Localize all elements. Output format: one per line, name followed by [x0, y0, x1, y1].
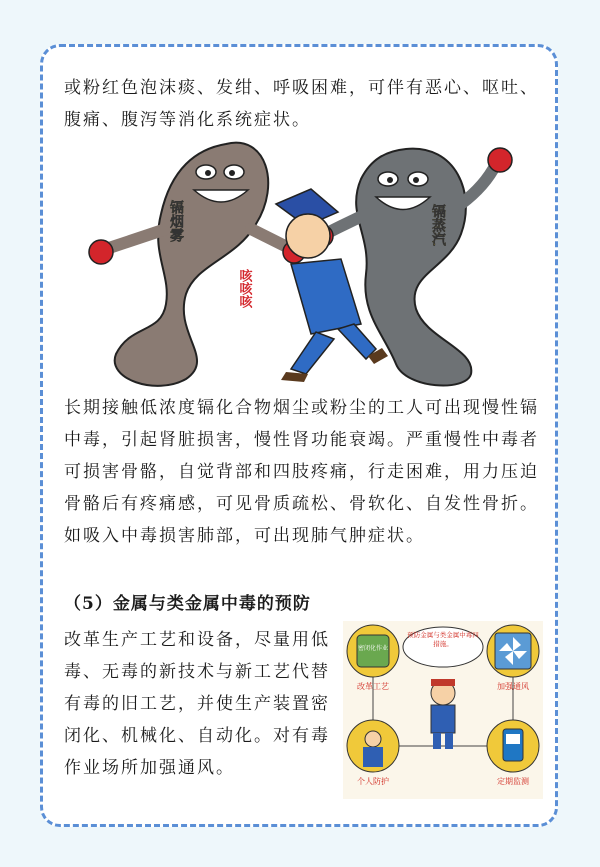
- caption-regular-monitoring: 定期监测: [497, 777, 529, 786]
- speech-bubble: [403, 627, 483, 667]
- cough-text: 咳咳咳: [236, 269, 252, 308]
- paragraph-prevention: 改革生产工艺和设备，尽量用低毒、无毒的新技术与新工艺代替有毒的旧工艺，并使生产装置密闭化、机械化、自动化。对有毒作业场所加强通风。: [64, 630, 330, 778]
- caption-personal-protection: 个人防护: [357, 777, 389, 786]
- caption-reform-process: 改革工艺: [357, 682, 389, 691]
- section-heading-prevention: （5）金属与类金属中毒的预防: [64, 594, 311, 614]
- caption-ventilation: 加强通风: [497, 682, 529, 691]
- bubble-text: 预防金属与类金属中毒四措施。: [407, 631, 479, 648]
- paragraph-chronic-poisoning: 长期接触低浓度镉化合物烟尘或粉尘的工人可出现慢性镉中毒，引起肾脏损害，慢性肾功能衰竭。严重慢性中毒者可损害骨骼，自觉背部和四肢疼痛，行走困难，用力压迫骨骼后有疼痛感，可见骨质疏松、骨软化、自发性骨折。如吸入中毒损害肺部，可出现肺气肿症状。: [64, 398, 539, 546]
- cadmium-poisoning-illustration: [76, 134, 530, 388]
- cadmium-smoke-monster: [89, 143, 305, 386]
- label-cadmium-smoke: 镉烟雾: [168, 200, 184, 242]
- paragraph-symptoms-acute: 或粉红色泡沫痰、发绀、呼吸困难，可伴有恶心、呕吐、腹痛、腹泻等消化系统症状。: [64, 78, 539, 130]
- sealed-operation-label: 密闭化作业: [357, 645, 389, 652]
- prevention-measures-illustration: [343, 621, 543, 799]
- label-cadmium-vapor: 镉蒸汽: [430, 204, 446, 246]
